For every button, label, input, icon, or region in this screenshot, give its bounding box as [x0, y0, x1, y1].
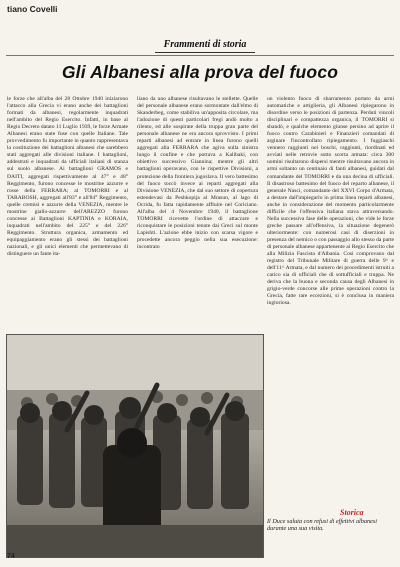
- photo-caption: Il Duce saluta con refusi di effettivi albanesi durante una sua visita.: [267, 518, 377, 533]
- article-column-3: [267, 96, 394, 511]
- section-heading: Frammenti di storia: [155, 39, 255, 53]
- article-column-1: [7, 96, 128, 328]
- caption-tag: Storica: [340, 508, 364, 517]
- column-2-text: liano da uno albanese risultavano le stellette. Quelle del personale albanese erano sormontate dall'elmo di Skanderbeg, come stabiliva un'apposita circolare, ma l'adozione di questi particolari fregi andò molto a rilento, ed alle sospirate della truppa gran parte del personale albanese ne era ancora sprovvisto. I primi reparti albanesi ad entrare in linea furono quelli aggregati alla FERRARA che agiva sulla sinistra lungo il confine e che portava a Kalibaki, con obiettivo successivo Giannina; mentre gli altri battaglioni operavano, con le rispettive Divisioni, a protezione della frontiera jugoslava. Il vero battesimo del fuoco toccò invece ai reparti aggregati alla Divisione VENEZIA, che dal suo settore di copertura estendevasi da Peshkopija al Mrasun, al lago di Ocrida, fu fatta rapidamente affluire nel Coriciano. All'alba del 4 Novembre 1940, il battaglione TOMORRI ricevette l'ordine di attaccare e riconquistare le posizioni tenute dai Greci sul monte Lapishti. L'azione ebbe inizio con scarsa vigore e procedette ancora peggio nella sua esecuzione: incontrato: [137, 96, 258, 250]
- page-number: 74: [7, 553, 15, 560]
- article-column-2: [137, 96, 258, 328]
- historical-photo: [6, 334, 264, 558]
- section-divider: [6, 55, 394, 56]
- column-3-text: un violento fuoco di sbarramento portato da armi automatiche e artiglieria, gli Albanesi ripiegarono in disordine verso le posizioni di partenza. Perduti vincoli disciplinari e compattezza organica, il TOMORRI si sbandò, e qualche elemento giunse persino ad aprire il fuoco contro Carabinieri e Finanzieri comandati di arginare l'incontrollato ripiegamento. I fuggiaschi vennero raggiunti nei boschi, raggiunti, riordinati ed avviati nelle retrovie sotto scorta armata: circa 300 uomini risultarono dispersi mentre risultavano ancora in armi soltanto un centinaio di fanti albanesi, guidati dal comandante del TOMORRI e da una decina di ufficiali. Il disastroso battesimo del fuoco del reparto albanese, il generale Nasci, comandante del XXVI Corpo d'Armata, a destare dall'impiegarlo in prima linea reparti albanesi, anche in considerazione del momento particolarmente difficile che l'offensiva italiana stava attraversando. Nella successiva fase delle operazioni, che vide le forze greche passare all'offensiva, la situazione degenerò ulteriormente: con numerosi casi di diserzioni in presenza del nemico o con passaggio allo stesso da parte di personale albanese appartenente ai Regio Esercito che alla Milizia Fascista d'Albania. Così comprovano dal registro del Tribunale Militare di guerra delle 9^ e dell'11^ Armata, e dal numero dei procedimenti istruiti a carico sia di ufficiali che di sottufficiali e truppa. Ne deriva che la buona e seconda causa degli Albanesi in grigio-verde concorse alle prime operazioni contro la Grecia, fatte rare eccezioni, si è conclusa in maniera ingloriosa.: [267, 96, 394, 307]
- column-1-text: le forze che all'alba del 28 Ottobre 1940 iniziarono l'attacco alla Grecia vi erano anche dei battaglioni formati da albanesi, regolarmente inquadrati nell'ambito del Regio Esercito. Infatti, in base al Regio Decreto datato 11 Luglio 1939, le forze Armate Albanesi erano state fuse con quelle Italiane. Tale provvedimento fu importante in quanto rappresentava la costituzione dei battaglioni albanesi che sarebbero stati aggregati alle divisioni italiane. I battaglioni, addestrati e inquadrati da ufficiali italiani di stanza sul suolo albanese. Ai battaglioni GRAMOS e DAITI, aggregati rispettivamente al 47° e 48° Reggimento, furono concesse le mostrine azzurre e rosse della FERRARA; al TOMORRI e al TARABOSH, aggregati all'83° e all'84° Reggimento, quelle cremisi e azzurre della VENEZIA, mentre le mostrine giallo-azzurre dell'AREZZO furono concesse ai Battaglioni KAPTINIA e KORAIA, inquadrati nell'ambito del 225° e del 226° Reggimento. Struttura organica, armamento ed equipaggiamento erano gli stessi dei battaglioni nazionali, e gli unici elementi che permettevano di distinguere un fante ita-: [7, 96, 128, 258]
- author-byline: tiano Covelli: [7, 4, 58, 14]
- article-title: Gli Albanesi alla prova del fuoco: [61, 62, 339, 82]
- photo-scene: [7, 335, 263, 557]
